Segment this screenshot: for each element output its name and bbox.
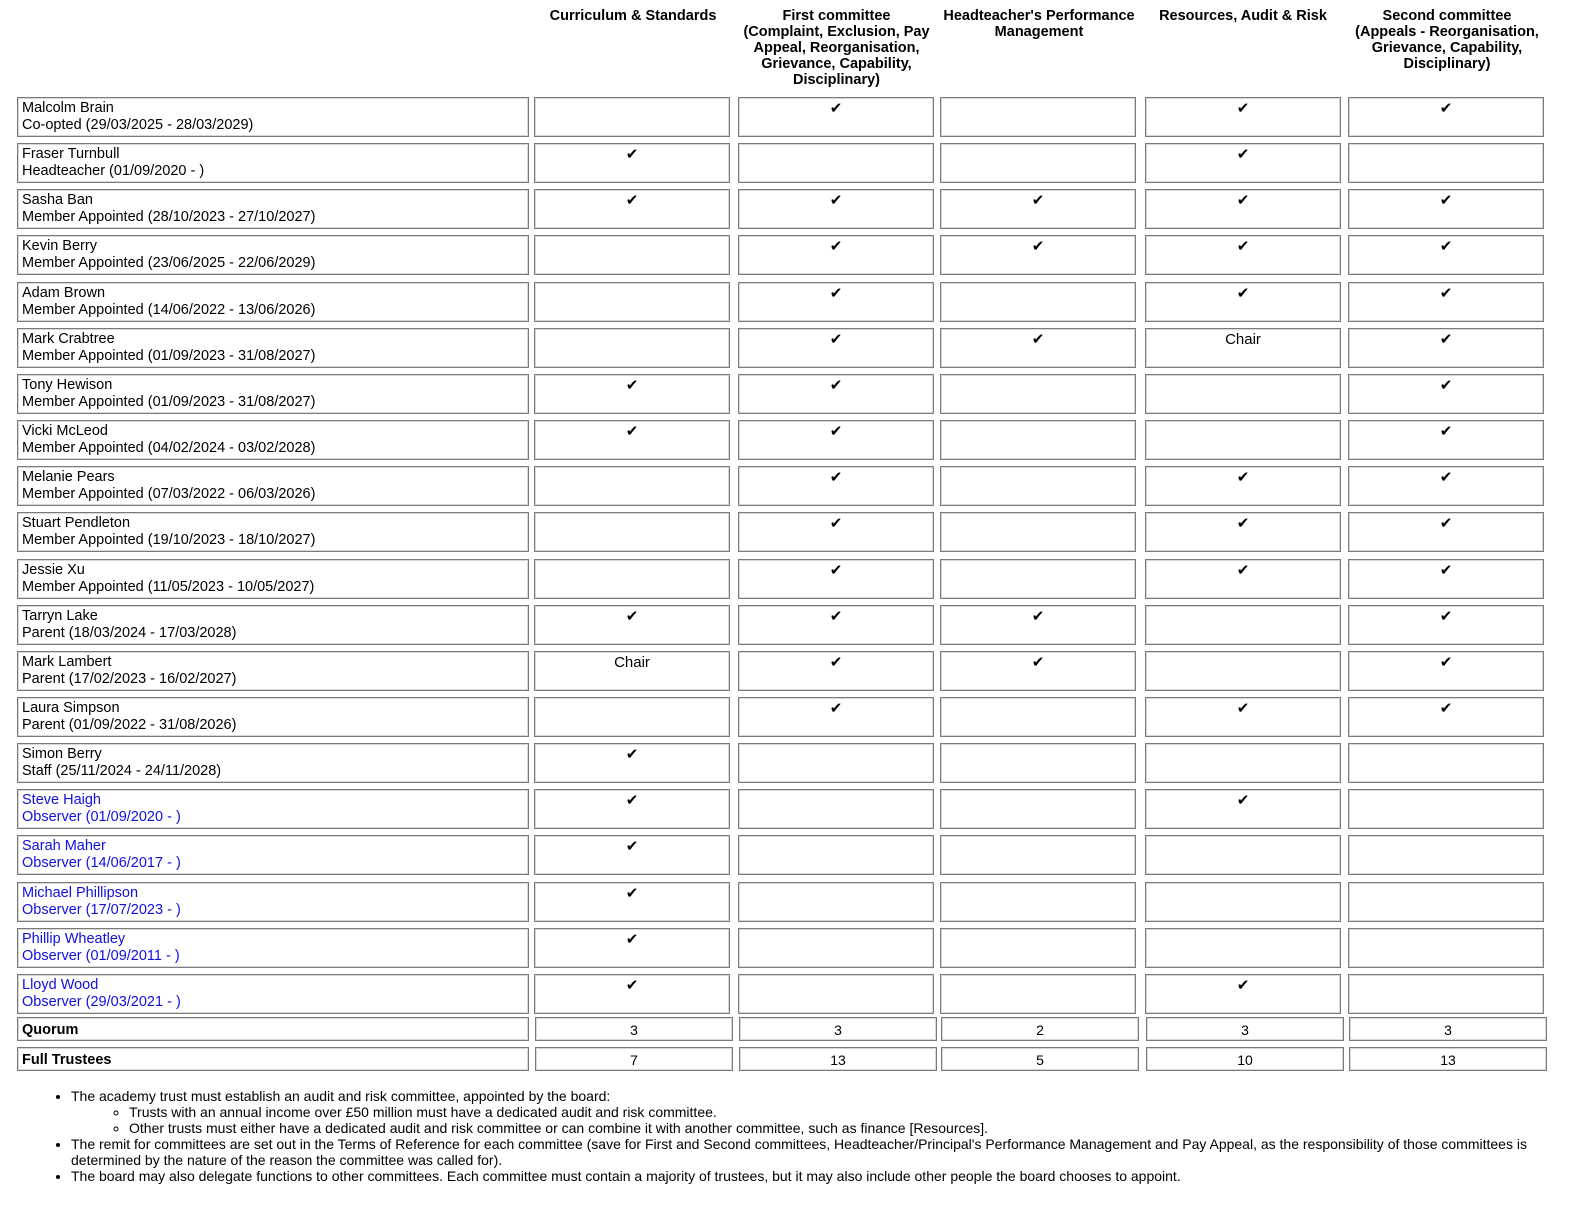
- checkmark-icon: ✔: [738, 651, 934, 691]
- checkmark-icon: ✔: [1145, 559, 1341, 599]
- member-name: Steve Haigh: [22, 792, 101, 808]
- member-role: Member Appointed (01/09/2023 - 31/08/2027): [22, 393, 316, 410]
- member-row: [0, 374, 1550, 414]
- checkmark-icon: ✔: [738, 235, 934, 275]
- checkmark-icon: ✔: [738, 97, 934, 137]
- notes-sublist: [71, 1104, 1579, 1136]
- note-remit: • The remit for committees are set out in the Terms of Reference for each committee (save for First and Second committees, Headteacher/Principal's Performance Management and Pay Appeal, as the responsibility of those committees is determined by the nature of the reason the committee was called for).: [71, 1136, 1579, 1168]
- checkmark-icon: ✔: [1348, 605, 1544, 645]
- member-role: Parent (17/02/2023 - 16/02/2027): [22, 670, 237, 687]
- member-name-cell: [17, 697, 529, 737]
- member-role: Member Appointed (23/06/2025 - 22/06/2029): [22, 254, 316, 271]
- member-role: Member Appointed (01/09/2023 - 31/08/2027): [22, 347, 316, 364]
- member-row: [0, 235, 1550, 275]
- member-name: Mark Lambert: [22, 654, 112, 670]
- checkmark-icon: ✔: [738, 282, 934, 322]
- empty-cell: [1348, 743, 1544, 783]
- summary-value: 13: [1349, 1047, 1547, 1071]
- empty-cell: [940, 512, 1136, 552]
- member-name: Lloyd Wood: [22, 977, 99, 993]
- committee-header-row: [0, 8, 1579, 96]
- member-role: Co-opted (29/03/2025 - 28/03/2029): [22, 116, 254, 133]
- checkmark-icon: ✔: [738, 512, 934, 552]
- checkmark-icon: ✔: [534, 882, 730, 922]
- checkmark-icon: ✔: [1145, 789, 1341, 829]
- member-role: Parent (01/09/2022 - 31/08/2026): [22, 716, 237, 733]
- checkmark-icon: ✔: [940, 328, 1136, 368]
- column-header-second-committee: Second committee (Appeals - Reorganisation, Grievance, Capability, Disciplinary): [1355, 8, 1539, 72]
- empty-cell: [940, 882, 1136, 922]
- note-audit-sub: ◦ Trusts with an annual income over £50 million must have a dedicated audit and risk committee.: [129, 1104, 1579, 1120]
- empty-cell: [1348, 835, 1544, 875]
- checkmark-icon: ✔: [1348, 328, 1544, 368]
- column-header-headteacher-performance: Headteacher's Performance Management: [943, 8, 1135, 40]
- member-role: Member Appointed (28/10/2023 - 27/10/2027): [22, 208, 316, 225]
- member-row: [0, 605, 1550, 645]
- empty-cell: [1348, 882, 1544, 922]
- checkmark-icon: ✔: [534, 189, 730, 229]
- checkmark-icon: ✔: [1348, 697, 1544, 737]
- member-role: Parent (18/03/2024 - 17/03/2028): [22, 624, 237, 641]
- empty-cell: [534, 466, 730, 506]
- checkmark-icon: ✔: [1348, 559, 1544, 599]
- member-name: Jessie Xu: [22, 562, 85, 578]
- empty-cell: [738, 743, 934, 783]
- empty-cell: [940, 559, 1136, 599]
- member-role: Observer (14/06/2017 - ): [22, 854, 181, 871]
- member-name-cell: [17, 928, 529, 968]
- member-name: Tony Hewison: [22, 377, 113, 393]
- checkmark-icon: ✔: [534, 835, 730, 875]
- summary-value: 3: [739, 1017, 937, 1041]
- checkmark-icon: ✔: [1145, 512, 1341, 552]
- empty-cell: [1145, 835, 1341, 875]
- empty-cell: [940, 420, 1136, 460]
- checkmark-icon: ✔: [1348, 189, 1544, 229]
- empty-cell: [940, 97, 1136, 137]
- member-name-cell: [17, 974, 529, 1014]
- checkmark-icon: ✔: [738, 420, 934, 460]
- member-name: Stuart Pendleton: [22, 515, 131, 531]
- checkmark-icon: ✔: [738, 605, 934, 645]
- checkmark-icon: ✔: [1145, 697, 1341, 737]
- member-name-cell: [17, 97, 529, 137]
- member-name: Tarryn Lake: [22, 608, 98, 624]
- member-row: [0, 789, 1550, 829]
- checkmark-icon: ✔: [1145, 235, 1341, 275]
- member-name: Vicki McLeod: [22, 423, 108, 439]
- chair-label: Chair: [1145, 328, 1341, 368]
- checkmark-icon: ✔: [1348, 282, 1544, 322]
- checkmark-icon: ✔: [1348, 512, 1544, 552]
- member-name: Phillip Wheatley: [22, 931, 126, 947]
- summary-value: 2: [941, 1017, 1139, 1041]
- checkmark-icon: ✔: [1145, 97, 1341, 137]
- checkmark-icon: ✔: [738, 374, 934, 414]
- empty-cell: [738, 835, 934, 875]
- member-name-cell: [17, 143, 529, 183]
- checkmark-icon: ✔: [534, 928, 730, 968]
- member-name: Sarah Maher: [22, 838, 106, 854]
- member-role: Headteacher (01/09/2020 - ): [22, 162, 205, 179]
- empty-cell: [940, 743, 1136, 783]
- member-name: Melanie Pears: [22, 469, 115, 485]
- member-row: [0, 928, 1550, 968]
- checkmark-icon: ✔: [1348, 235, 1544, 275]
- member-row: [0, 328, 1550, 368]
- empty-cell: [940, 928, 1136, 968]
- empty-cell: [1145, 743, 1341, 783]
- checkmark-icon: ✔: [1145, 282, 1341, 322]
- summary-value: 7: [535, 1047, 733, 1071]
- member-row: [0, 559, 1550, 599]
- member-name-cell: [17, 420, 529, 460]
- empty-cell: [940, 835, 1136, 875]
- member-name-cell: [17, 328, 529, 368]
- summary-value: 10: [1146, 1047, 1344, 1071]
- checkmark-icon: ✔: [1145, 466, 1341, 506]
- checkmark-icon: ✔: [1348, 420, 1544, 460]
- empty-cell: [534, 97, 730, 137]
- member-row: [0, 420, 1550, 460]
- member-role: Observer (17/07/2023 - ): [22, 901, 181, 918]
- member-row: [0, 282, 1550, 322]
- member-name-cell: [17, 651, 529, 691]
- checkmark-icon: ✔: [534, 743, 730, 783]
- checkmark-icon: ✔: [1348, 374, 1544, 414]
- checkmark-icon: ✔: [940, 605, 1136, 645]
- member-name-cell: [17, 789, 529, 829]
- summary-value: 5: [941, 1047, 1139, 1071]
- member-row: [0, 651, 1550, 691]
- member-name: Laura Simpson: [22, 700, 120, 716]
- summary-value: 3: [1349, 1017, 1547, 1041]
- empty-cell: [1145, 882, 1341, 922]
- checkmark-icon: ✔: [1348, 651, 1544, 691]
- summary-value: 3: [535, 1017, 733, 1041]
- empty-cell: [940, 974, 1136, 1014]
- column-header-curriculum: Curriculum & Standards: [549, 8, 717, 24]
- member-name-cell: [17, 605, 529, 645]
- member-row: [0, 974, 1550, 1014]
- checkmark-icon: ✔: [940, 235, 1136, 275]
- member-name: Simon Berry: [22, 746, 102, 762]
- member-row: [0, 97, 1550, 137]
- note-audit-sub: ◦ Other trusts must either have a dedicated audit and risk committee or can combine it with another committee, such as finance [Resources].: [129, 1120, 1579, 1136]
- member-row: [0, 835, 1550, 875]
- member-name-cell: [17, 374, 529, 414]
- member-name: Kevin Berry: [22, 238, 97, 254]
- empty-cell: [940, 143, 1136, 183]
- member-name-cell: [17, 235, 529, 275]
- note-audit: • The academy trust must establish an audit and risk committee, appointed by the board: ◦ Trusts with an annual income over £50 million must have a dedicated audit and risk committee. ◦ Other trusts must either have a dedicated audit and risk committee or can combine it with another committee, such as finance [Resources].: [71, 1088, 1579, 1136]
- checkmark-icon: ✔: [940, 651, 1136, 691]
- member-role: Member Appointed (19/10/2023 - 18/10/2027): [22, 531, 316, 548]
- empty-cell: [1145, 374, 1341, 414]
- checkmark-icon: ✔: [738, 328, 934, 368]
- note-delegate: • The board may also delegate functions to other committees. Each committee must contain a majority of trustees, but it may also include other people the board chooses to appoint.: [71, 1168, 1579, 1184]
- empty-cell: [940, 466, 1136, 506]
- member-row: [0, 697, 1550, 737]
- member-name-cell: [17, 189, 529, 229]
- member-name: Fraser Turnbull: [22, 146, 120, 162]
- member-name: Adam Brown: [22, 285, 106, 301]
- empty-cell: [534, 328, 730, 368]
- summary-label: Full Trustees: [17, 1047, 529, 1071]
- empty-cell: [738, 789, 934, 829]
- empty-cell: [940, 374, 1136, 414]
- member-row: [0, 882, 1550, 922]
- checkmark-icon: ✔: [738, 697, 934, 737]
- member-row: [0, 743, 1550, 783]
- checkmark-icon: ✔: [1348, 466, 1544, 506]
- empty-cell: [940, 282, 1136, 322]
- summary-label: Quorum: [17, 1017, 529, 1041]
- member-role: Member Appointed (07/03/2022 - 06/03/2026): [22, 485, 316, 502]
- checkmark-icon: ✔: [1145, 189, 1341, 229]
- checkmark-icon: ✔: [1145, 143, 1341, 183]
- checkmark-icon: ✔: [534, 420, 730, 460]
- notes-section: [0, 1088, 1579, 1184]
- empty-cell: [738, 882, 934, 922]
- member-row: [0, 466, 1550, 506]
- checkmark-icon: ✔: [534, 374, 730, 414]
- member-name: Malcolm Brain: [22, 100, 114, 116]
- member-role: Member Appointed (14/06/2022 - 13/06/2026): [22, 301, 316, 318]
- checkmark-icon: ✔: [534, 974, 730, 1014]
- checkmark-icon: ✔: [534, 143, 730, 183]
- member-name-cell: [17, 743, 529, 783]
- member-name: Sasha Ban: [22, 192, 93, 208]
- empty-cell: [1348, 789, 1544, 829]
- member-row: [0, 143, 1550, 183]
- checkmark-icon: ✔: [534, 789, 730, 829]
- empty-cell: [534, 235, 730, 275]
- member-role: Observer (01/09/2020 - ): [22, 808, 181, 825]
- checkmark-icon: ✔: [1348, 97, 1544, 137]
- empty-cell: [1145, 420, 1341, 460]
- empty-cell: [738, 143, 934, 183]
- empty-cell: [940, 697, 1136, 737]
- empty-cell: [534, 697, 730, 737]
- member-role: Observer (01/09/2011 - ): [22, 947, 180, 964]
- full-trustees-row: [0, 1047, 1550, 1087]
- member-role: Observer (29/03/2021 - ): [22, 993, 181, 1010]
- summary-value: 13: [739, 1047, 937, 1071]
- member-role: Staff (25/11/2024 - 24/11/2028): [22, 762, 222, 779]
- empty-cell: [940, 789, 1136, 829]
- notes-list: [0, 1088, 1579, 1184]
- member-name: Michael Phillipson: [22, 885, 139, 901]
- column-header-first-committee: First committee (Complaint, Exclusion, Pay Appeal, Reorganisation, Grievance, Capability, Disciplinary): [743, 8, 930, 88]
- empty-cell: [1145, 605, 1341, 645]
- member-name-cell: [17, 835, 529, 875]
- empty-cell: [738, 928, 934, 968]
- checkmark-icon: ✔: [738, 466, 934, 506]
- chair-label: Chair: [534, 651, 730, 691]
- checkmark-icon: ✔: [940, 189, 1136, 229]
- member-name-cell: [17, 559, 529, 599]
- empty-cell: [1145, 651, 1341, 691]
- empty-cell: [1348, 928, 1544, 968]
- member-row: [0, 189, 1550, 229]
- empty-cell: [1145, 928, 1341, 968]
- empty-cell: [1348, 974, 1544, 1014]
- member-name-cell: [17, 882, 529, 922]
- member-name-cell: [17, 466, 529, 506]
- empty-cell: [738, 974, 934, 1014]
- member-role: Member Appointed (11/05/2023 - 10/05/2027): [22, 578, 315, 595]
- empty-cell: [1348, 143, 1544, 183]
- member-row: [0, 512, 1550, 552]
- empty-cell: [534, 282, 730, 322]
- empty-cell: [534, 512, 730, 552]
- empty-cell: [534, 559, 730, 599]
- member-name: Mark Crabtree: [22, 331, 115, 347]
- member-role: Member Appointed (04/02/2024 - 03/02/2028): [22, 439, 316, 456]
- member-name-cell: [17, 282, 529, 322]
- checkmark-icon: ✔: [534, 605, 730, 645]
- summary-value: 3: [1146, 1017, 1344, 1041]
- checkmark-icon: ✔: [1145, 974, 1341, 1014]
- checkmark-icon: ✔: [738, 559, 934, 599]
- member-name-cell: [17, 512, 529, 552]
- column-header-resources-audit-risk: Resources, Audit & Risk: [1159, 8, 1327, 24]
- checkmark-icon: ✔: [738, 189, 934, 229]
